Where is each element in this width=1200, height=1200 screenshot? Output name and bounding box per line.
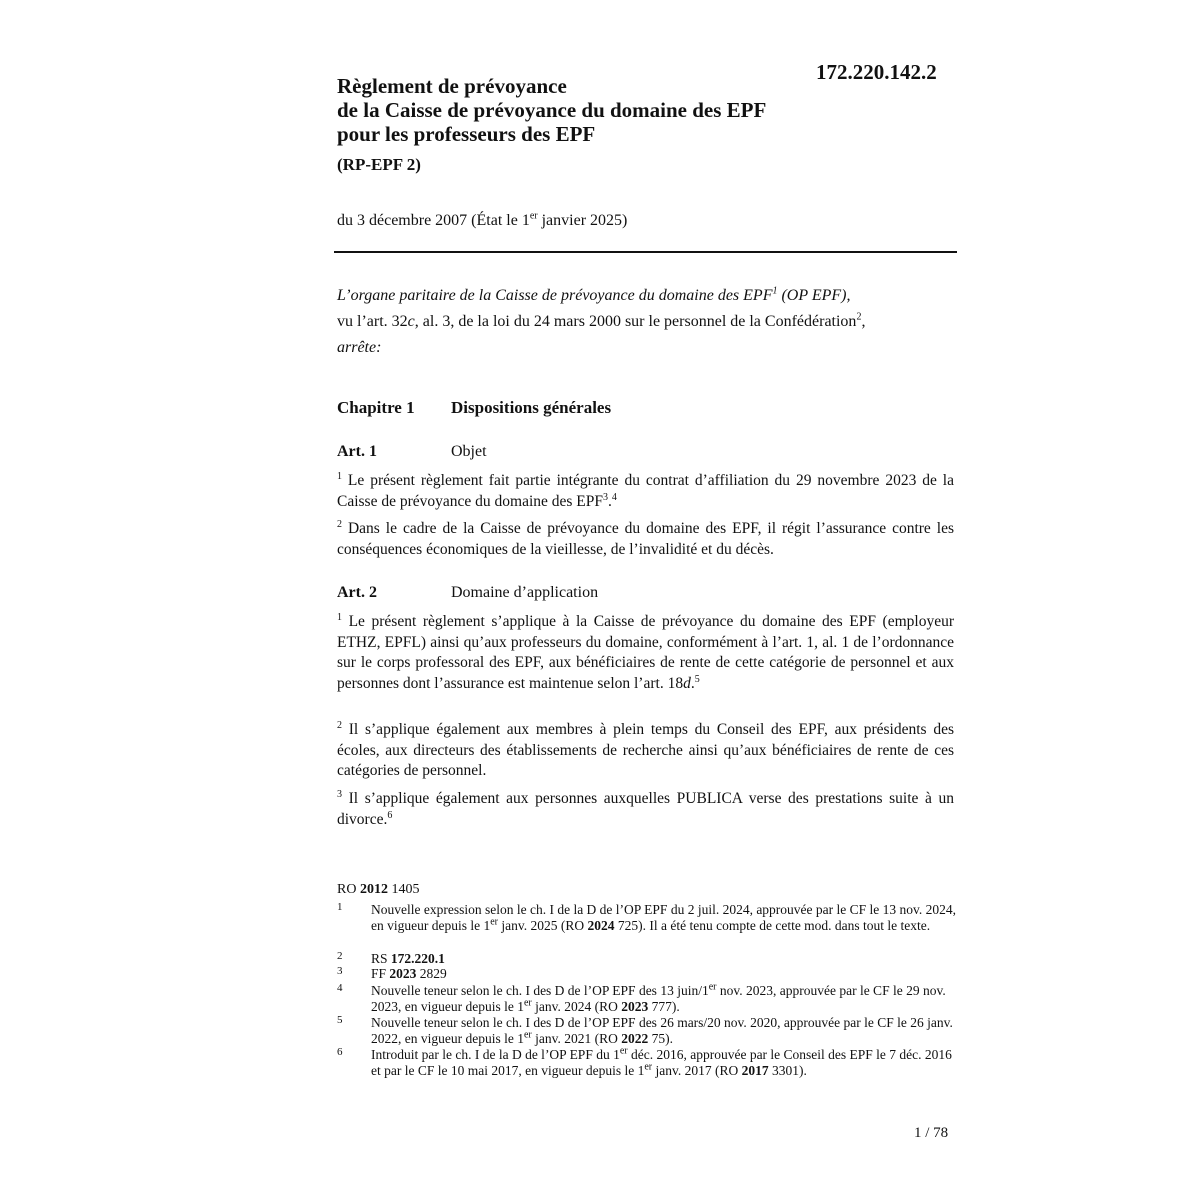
document-abbreviation: (RP-EPF 2) xyxy=(337,155,421,174)
article-2-heading: Art. 2 Domaine d’application xyxy=(337,584,599,601)
footnote-4: 4 Nouvelle teneur selon le ch. I des D de l’OP EPF des 13 juin/1er nov. 2023, approuvée par le CF le 29 nov. 2023, en vigueur depuis le 1er janv. 2024 (RO 2023 777). xyxy=(337,981,946,1014)
title-line-1: Règlement de prévoyance xyxy=(337,74,567,98)
preamble-line-1: L’organe paritaire de la Caisse de prévoyance du domaine des EPF$^1$ (OP EPF), xyxy=(337,285,851,304)
footnote-ref-5[interactable]: 5 xyxy=(694,673,700,685)
preamble xyxy=(337,283,957,361)
document-date: du 3 décembre 2007 (État le 1er janvier 2025) xyxy=(337,210,628,229)
footnote-3: 3 FF 2023 2829 xyxy=(337,965,447,981)
article-2-paragraph-3: $^3$ Il s’applique également aux personnes auxquelles PUBLICA verse des prestations suite à un divorce.$^6$ xyxy=(337,788,954,828)
footnote-ref-6[interactable]: 6 xyxy=(387,809,393,821)
footnote-ref-1[interactable]: 1 xyxy=(772,285,778,297)
article-2-paragraph-2: $^2$ Il s’applique également aux membres à plein temps du Conseil des EPF, aux présidents des écoles, aux directeurs des établissements de recherche ainsi qu’aux bénéficiaires de rente de ces catégories de personnel. xyxy=(337,719,954,779)
footnote-ref-2[interactable]: 2 xyxy=(856,311,862,323)
title-line-2: de la Caisse de prévoyance du domaine des EPF xyxy=(337,98,767,122)
preamble-line-3: arrête: xyxy=(337,339,382,356)
article-1-paragraph-1: $^1$ Le présent règlement fait partie intégrante du contrat d’affiliation du 29 novembre 2023 de la Caisse de prévoyance du domaine des EPF$^3$.$^4$ xyxy=(337,470,954,510)
footnote-2: 2 RS 172.220.1 xyxy=(337,950,445,966)
chapter-heading: Chapitre 1 Dispositions générales xyxy=(337,398,612,417)
footnote-ref-4[interactable]: 4 xyxy=(611,491,617,503)
page-number: 1 / 78 xyxy=(914,1125,949,1141)
preamble-line-2: vu l’art. 32c, al. 3, de la loi du 24 mars 2000 sur le personnel de la Confédération$^2$, xyxy=(337,311,866,330)
footnote-ref-3[interactable]: 3 xyxy=(603,491,609,503)
footnote-6: 6 Introduit par le ch. I de la D de l’OP EPF du 1er déc. 2016, approuvée par le Conseil des EPF le 7 déc. 2016 et par le CF le 10 mai 2017, en vigueur depuis le 1er janv. 2017 (RO 2017 3301). xyxy=(337,1045,952,1078)
footnote-1: 1 Nouvelle expression selon le ch. I de la D de l’OP EPF du 2 juil. 2024, approuvée par le CF le 13 nov. 2024, en vigueur depuis le 1er janv. 2025 (RO 2024 725). Il a été tenu compte de cette mod. dans tout le texte. xyxy=(337,901,957,933)
article-2-paragraph-1: $^1$ Le présent règlement s’applique à la Caisse de prévoyance du domaine des EPF (employeur ETHZ, EPFL) ainsi qu’aux professeurs du domaine, conformément à l’art. 1, al. 1 de l’ordonnance sur le corps professoral des EPF, aux bénéficiaires de rente de cette catégorie de personnel et aux personnes dont l’assurance est maintenue selon l’art. 18d.$^5$ xyxy=(337,611,954,692)
ro-reference: RO 2012 1405 xyxy=(337,882,420,897)
sr-number: 172.220.142.2 xyxy=(816,60,937,84)
article-1-paragraph-2: $^2$ Dans le cadre de la Caisse de prévoyance du domaine des EPF, il régit l’assurance contre les conséquences économiques de la vieillesse, de l’invalidité et du décès. xyxy=(337,518,954,558)
footnote-5: 5 Nouvelle teneur selon le ch. I des D de l’OP EPF des 26 mars/20 nov. 2020, approuvée par le CF le 26 janv. 2022, en vigueur depuis le 1er janv. 2021 (RO 2022 75). xyxy=(337,1014,953,1046)
article-1-heading: Art. 1 Objet xyxy=(337,443,487,460)
title-divider xyxy=(334,251,957,253)
document-title xyxy=(337,74,766,146)
title-line-3: pour les professeurs des EPF xyxy=(337,122,596,146)
